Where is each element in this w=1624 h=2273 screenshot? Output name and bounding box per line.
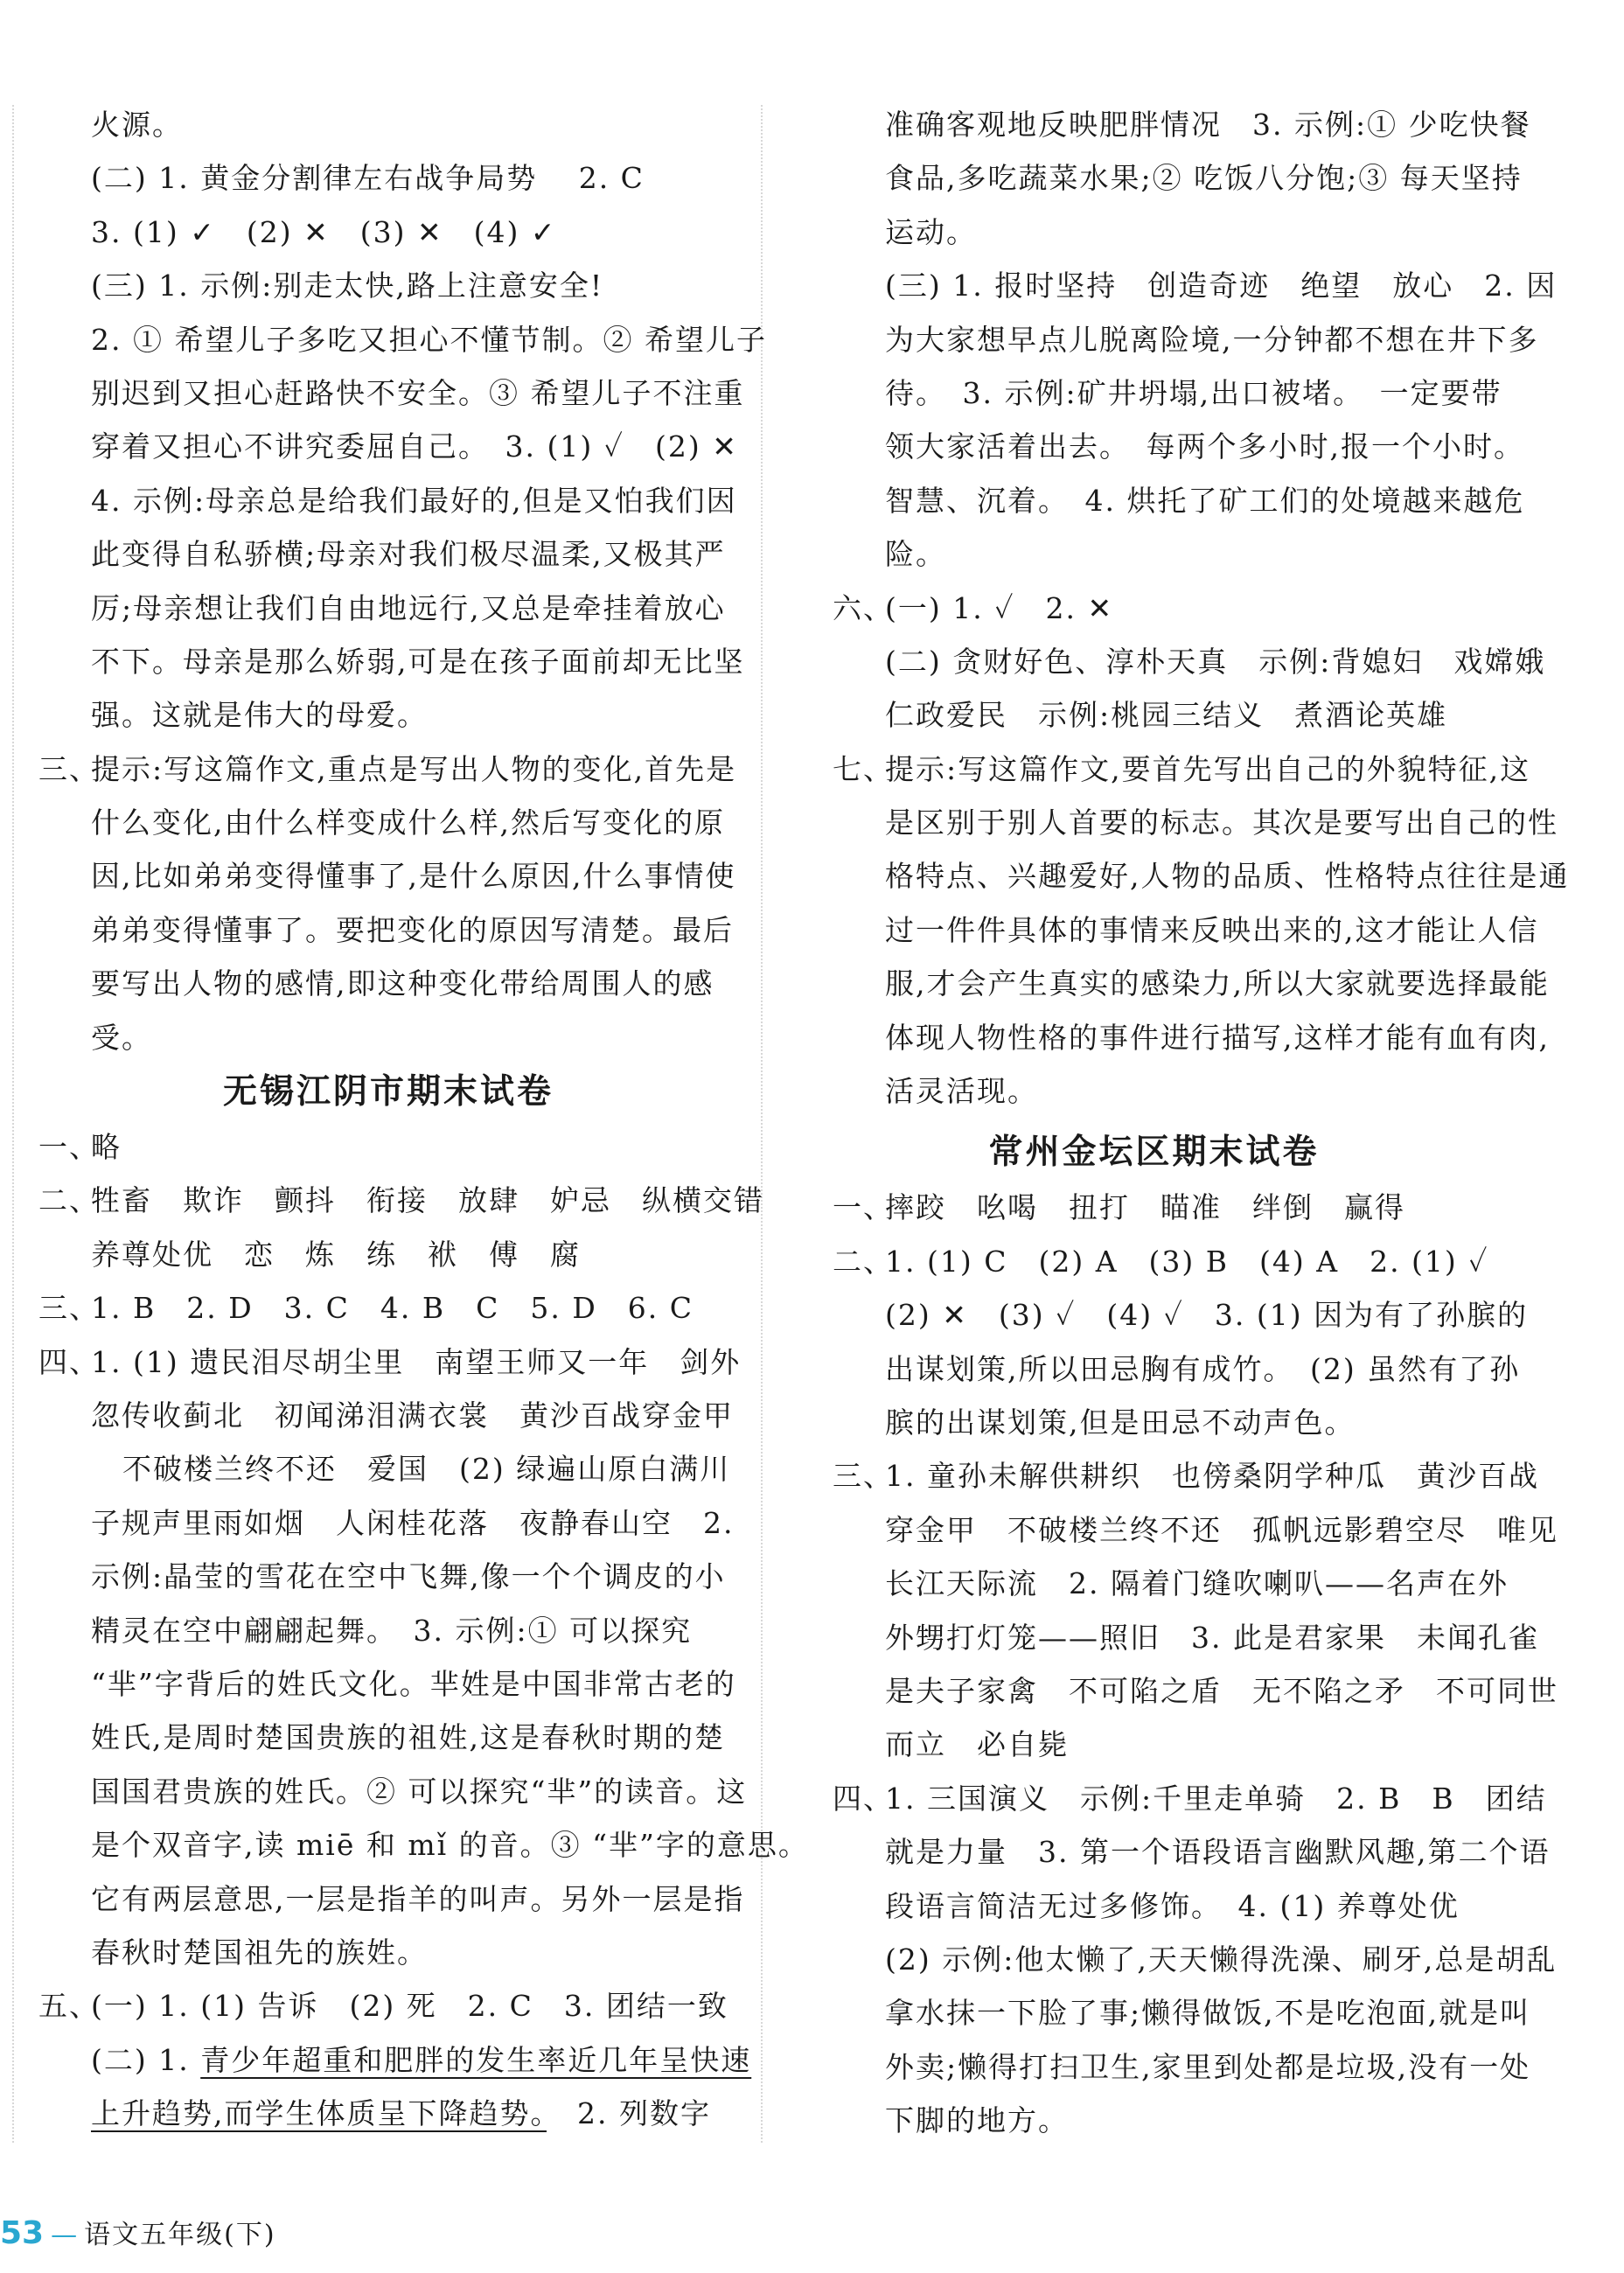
answer-line [38, 474, 738, 527]
answer-text: 仁政爱民 示例:桃园三结义 煮酒论英雄 [885, 698, 1448, 733]
underlined-answer-line-2: 上升趋势,而学生体质呈下降趋势。 2. 列数字 [91, 2096, 711, 2131]
answer-text: 格特点、兴趣爱好,人物的品质、性格特点往往是通 [885, 859, 1570, 894]
answer-text: 4. 示例:母亲总是给我们最好的,但是又怕我们因 [91, 483, 737, 518]
answer-text: 智慧、沉着。 4. 烘托了矿工们的处境越来越危 [885, 483, 1525, 518]
answer-text: 提示:写这篇作文,重点是写出人物的变化,首先是 [91, 751, 737, 786]
answer-text: 要写出人物的感情,即这种变化带给周围人的感 [91, 966, 714, 1001]
answer-line [833, 98, 1531, 151]
section-marker: 六、 [833, 590, 894, 625]
right-bottom-answers [833, 1181, 1558, 2147]
answer-text: 领大家活着出去。 每两个多小时,报一个小时。 [885, 429, 1524, 464]
answer-line [38, 366, 745, 420]
answer-line [833, 474, 1525, 527]
answer-text: 体现人物性格的事件进行描写,这样才能有血有肉, [885, 1020, 1550, 1055]
answer-line [833, 688, 1475, 742]
answer-text: 1. 三国演义 示例:千里走单骑 2. B B 团结 [885, 1781, 1547, 1816]
underlined-text: 上升趋势,而学生体质呈下降趋势。 [91, 2096, 547, 2131]
answer-line [833, 1825, 1551, 1879]
answer-text: 忽传收蓟北 初闻涕泪满衣裳 黄沙百战穿金甲 [91, 1398, 734, 1433]
answer-line [833, 1503, 1558, 1557]
answer-text: 受。 [91, 1020, 152, 1055]
section-marker: 三、 [38, 1291, 100, 1326]
answer-text: 1. 童孙未解供耕织 也傍桑阴学种瓜 黄沙百战 [885, 1459, 1539, 1494]
answer-line [833, 1342, 1521, 1396]
answer-text: 不破楼兰终不还 爱国 (2) 绿遍山原白满川 [122, 1452, 731, 1487]
answer-text: 火源。 [91, 108, 183, 142]
answer-text: 长江天际流 2. 隔着门缝吹喇叭——名声在外 [885, 1566, 1509, 1601]
answer-line [38, 1281, 738, 1335]
answer-text: 因,比如弟弟变得懂事了,是什么原因,什么事情使 [91, 859, 736, 894]
left-edge-dotted-rule [12, 105, 14, 2143]
answer-line [38, 1120, 738, 1174]
answer-text: (一) 1. ✓ 2. ✕ [885, 590, 1114, 625]
answer-text: 精灵在空中翩翩起舞。 3. 示例:① 可以探究 [91, 1613, 693, 1648]
answer-line [833, 151, 1523, 205]
answer-text: 下脚的地方。 [885, 2103, 1069, 2138]
answer-text: 外卖;懒得打扫卫生,家里到处都是垃圾,没有一处 [885, 2049, 1531, 2084]
answer-text: 弟弟变得懂事了。要把变化的原因写清楚。最后 [91, 912, 734, 947]
section-marker: 七、 [833, 751, 894, 786]
answer-line [38, 1174, 764, 1227]
answer-text: 食品,多吃蔬菜水果;② 吃饭八分饱;③ 每天坚持 [885, 161, 1523, 196]
answer-text: 段语言简洁无过多修饰。 4. (1) 养尊处优 [885, 1888, 1460, 1923]
answer-line [833, 1064, 1475, 1118]
answer-text: (二) 1. 黄金分割律左右战争局势 2. C [91, 161, 645, 196]
answer-line [38, 1926, 738, 1979]
section-marker: 三、 [833, 1459, 894, 1494]
section-marker: 一、 [38, 1130, 100, 1165]
book-title: 语文五年级(下) [84, 2220, 276, 2250]
answer-line [38, 903, 738, 957]
answer-line [38, 313, 767, 366]
answer-text: 厉;母亲想让我们自由地远行,又总是牵挂着放心 [91, 590, 726, 625]
answer-line [38, 1657, 738, 1711]
answer-line [38, 635, 745, 688]
answer-line [38, 849, 738, 903]
answer-text: 就是力量 3. 第一个语段语言幽默风趣,第二个语 [885, 1835, 1551, 1870]
section-title-jiangyin: 无锡江阴市期末试卷 [222, 1072, 554, 1112]
section-marker: 四、 [38, 1344, 100, 1379]
answer-line [38, 259, 738, 312]
answer-line [833, 313, 1539, 366]
underlined-text: 青少年超重和肥胖的发生率近几年呈快速 [200, 2042, 752, 2077]
answer-line [833, 1718, 1475, 1771]
answer-line [833, 259, 1558, 312]
answer-text: 1. (1) C (2) A (3) B (4) A 2. (1) ✓ [885, 1244, 1489, 1279]
answer-text: 膑的出谋划策,但是田忌不动声色。 [885, 1405, 1356, 1440]
answer-text: 它有两层意思,一层是指羊的叫声。另外一层是指 [91, 1881, 745, 1916]
answer-text: 险。 [885, 537, 946, 572]
answer-line [38, 420, 738, 473]
answer-line [833, 796, 1558, 849]
answer-line [833, 903, 1539, 957]
answer-text: (三) 1. 示例:别走太快,路上注意安全! [91, 268, 604, 303]
answer-line [833, 1611, 1539, 1664]
answer-line [38, 1011, 738, 1064]
answer-line [38, 582, 738, 635]
section-marker: 五、 [38, 1989, 100, 2024]
right-top-answers [833, 98, 1570, 1118]
answer-line [833, 2040, 1531, 2094]
answer-line [833, 1664, 1558, 1718]
answer-line [38, 688, 738, 742]
answer-line [833, 1288, 1529, 1342]
section-marker: 二、 [38, 1183, 100, 1218]
answer-line [833, 1181, 1475, 1234]
answer-line [833, 2094, 1475, 2147]
answer-line [833, 366, 1502, 420]
answer-text: (三) 1. 报时坚持 创造奇迹 绝望 放心 2. 因 [885, 268, 1558, 303]
answer-line [833, 527, 1475, 581]
page-footer [0, 2211, 276, 2256]
answer-line [38, 1765, 748, 1818]
answer-text: 是个双音字,读 miē 和 mǐ 的音。③ “芈”字的意思。 [91, 1828, 809, 1863]
answer-text: 什么变化,由什么样变成什么样,然后写变化的原 [91, 805, 725, 840]
answer-line [38, 1442, 738, 1496]
section-marker: 四、 [833, 1781, 894, 1816]
answer-line [38, 1389, 738, 1442]
answer-line [833, 1449, 1539, 1503]
answer-text: 服,才会产生真实的感染力,所以大家就要选择最能 [885, 966, 1550, 1001]
answer-text: 养尊处优 恋 炼 练 袱 傅 腐 [91, 1237, 581, 1272]
answer-line [38, 1496, 738, 1550]
answer-text: (一) 1. (1) 告诉 (2) 死 2. C 3. 团结一致 [91, 1989, 728, 2024]
answer-line [38, 1711, 738, 1764]
answer-text: 强。这就是伟大的母爱。 [91, 698, 428, 733]
answer-text: 待。 3. 示例:矿井坍塌,出口被堵。 一定要带 [885, 375, 1502, 410]
answer-text: 准确客观地反映肥胖情况 3. 示例:① 少吃快餐 [885, 108, 1531, 142]
answer-text: 牲畜 欺诈 颤抖 衔接 放肆 妒忌 纵横交错 [91, 1183, 764, 1218]
section-title-jintan: 常州金坛区期末试卷 [988, 1133, 1320, 1173]
answer-text: 略 [91, 1130, 122, 1165]
answer-line [38, 1818, 809, 1872]
page-number: 53 [0, 2215, 45, 2251]
answer-line [38, 743, 738, 796]
answer-text: (2) ✕ (3) ✓ (4) ✓ 3. (1) 因为有了孙膑的 [885, 1298, 1529, 1333]
answer-line [38, 206, 738, 259]
answer-line [38, 1550, 738, 1603]
answer-line [833, 1396, 1475, 1449]
answer-text: (2) 示例:他太懒了,天天懒得洗澡、刷牙,总是胡乱 [885, 1942, 1558, 1977]
left-top-answers [38, 98, 767, 1064]
answer-line [833, 635, 1546, 688]
answer-text: 春秋时楚国祖先的族姓。 [91, 1935, 428, 1970]
answer-text: 别迟到又担心赶路快不安全。③ 希望儿子不注重 [91, 375, 745, 410]
answer-line [833, 743, 1531, 796]
left-bottom-answers [38, 1120, 809, 2033]
answer-line [38, 527, 738, 581]
answer-text: 2. ① 希望儿子多吃又担心不懂节制。② 希望儿子 [91, 322, 767, 357]
answer-text: 为大家想早点儿脱离险境,一分钟都不想在井下多 [885, 322, 1539, 357]
answer-text: (二) 贪财好色、淳朴天真 示例:背媳妇 戏嫦娥 [885, 644, 1546, 679]
answer-line [833, 849, 1570, 903]
answer-line [833, 1557, 1509, 1610]
section-marker: 三、 [38, 751, 100, 786]
answer-line [833, 1933, 1558, 1986]
answer-text: 国国君贵族的姓氏。② 可以探究“芈”的读音。这 [91, 1774, 748, 1809]
answer-line [833, 206, 1475, 259]
answer-line [38, 1872, 745, 1926]
section-marker: 二、 [833, 1244, 894, 1279]
left-column [38, 98, 809, 2140]
answer-text: 出谋划策,所以田忌胸有成竹。 (2) 虽然有了孙 [885, 1351, 1521, 1386]
answer-text: 不下。母亲是那么娇弱,可是在孩子面前却无比坚 [91, 644, 745, 679]
answer-text: 是区别于别人首要的标志。其次是要写出自己的性 [885, 805, 1558, 840]
answer-line [833, 957, 1550, 1010]
answer-line [833, 1772, 1547, 1825]
underlined-answer-line-1: (二) 1. 青少年超重和肥胖的发生率近几年呈快速 [91, 2042, 752, 2077]
answer-text: 子规声里雨如烟 人闲桂花落 夜静春山空 2. [91, 1505, 735, 1540]
answer-line [38, 796, 738, 849]
answer-text: 活灵活现。 [885, 1074, 1038, 1109]
answer-line [38, 1335, 742, 1389]
answer-line [833, 1011, 1550, 1064]
answer-line [38, 98, 738, 151]
answer-line [833, 1986, 1531, 2039]
footer-separator: — [51, 2220, 78, 2250]
answer-text: 运动。 [885, 214, 977, 249]
answer-text: 是夫子家禽 不可陷之盾 无不陷之矛 不可同世 [885, 1673, 1558, 1708]
section-marker: 一、 [833, 1190, 894, 1225]
answer-line [833, 1235, 1489, 1288]
answer-text: 示例:晶莹的雪花在空中飞舞,像一个个调皮的小 [91, 1559, 726, 1594]
answer-text: 提示:写这篇作文,要首先写出自己的外貌特征,这 [885, 751, 1531, 786]
answer-text: 穿金甲 不破楼兰终不还 孤帆远影碧空尽 唯见 [885, 1512, 1558, 1547]
answer-text: 外甥打灯笼——照旧 3. 此是君家果 未闻孔雀 [885, 1620, 1539, 1655]
answer-line [833, 1879, 1475, 1933]
answer-line [38, 957, 738, 1010]
answer-text: 过一件件具体的事情来反映出来的,这才能让人信 [885, 912, 1539, 947]
answer-text: 而立 必自毙 [885, 1727, 1069, 1762]
answer-text: 穿着又担心不讲究委屈自己。 3. (1) ✓ (2) ✕ [91, 429, 738, 464]
answer-text: 1. (1) 遗民泪尽胡尘里 南望王师又一年 剑外 [91, 1344, 742, 1379]
answer-text: 此变得自私骄横;母亲对我们极尽温柔,又极其严 [91, 537, 726, 572]
answer-text: “芈”字背后的姓氏文化。芈姓是中国非常古老的 [91, 1666, 736, 1701]
answer-line [38, 1228, 738, 1281]
answer-text: 摔跤 吆喝 扭打 瞄准 绊倒 赢得 [885, 1190, 1405, 1225]
answer-line [38, 151, 738, 205]
answer-line [38, 1979, 738, 2032]
answer-text: 姓氏,是周时楚国贵族的祖姓,这是春秋时期的楚 [91, 1720, 725, 1755]
right-column [833, 98, 1570, 2147]
answer-text: 1. B 2. D 3. C 4. B C 5. D 6. C [91, 1291, 694, 1326]
answer-line [38, 1604, 738, 1657]
answer-text: 拿水抹一下脸了事;懒得做饭,不是吃泡面,就是叫 [885, 1996, 1531, 2031]
answer-text: 3. (1) ✓ (2) ✕ (3) ✕ (4) ✓ [91, 214, 557, 249]
answer-line [833, 420, 1524, 473]
answer-line [833, 582, 1475, 635]
